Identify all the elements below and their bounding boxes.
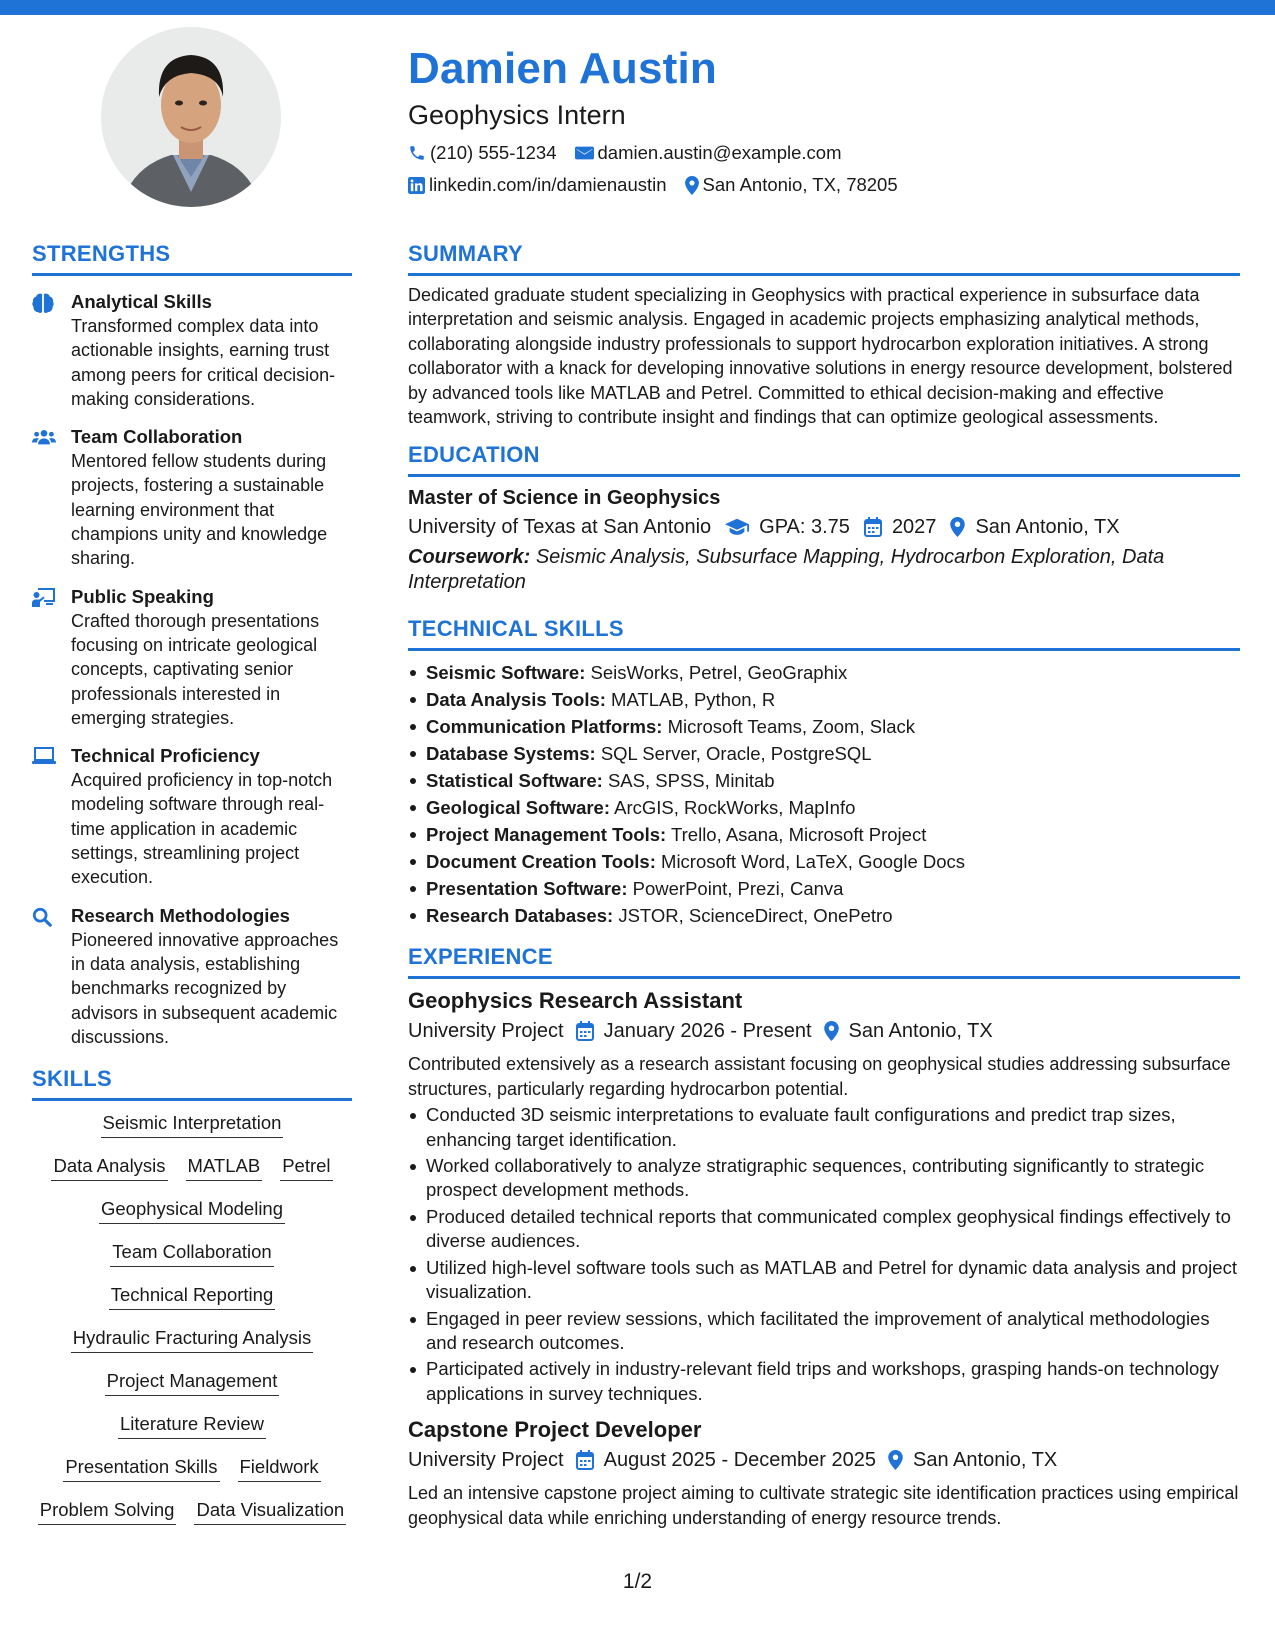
location-text: San Antonio, TX, 78205 — [702, 174, 898, 195]
list-item: Project Management Tools: Trello, Asana, Microsoft Project — [408, 821, 1240, 848]
linkedin-text: linkedin.com/in/damienaustin — [429, 174, 667, 195]
experience-heading: EXPERIENCE — [408, 943, 1240, 979]
strength-item — [32, 904, 352, 1049]
job-dates: August 2025 - December 2025 — [603, 1449, 877, 1472]
graduation-cap-icon — [725, 518, 749, 536]
strength-item — [32, 425, 352, 570]
strength-desc: Mentored fellow students during projects, fostering a sustainable learning environment that champions unity and knowledge sharing. — [71, 451, 328, 569]
job-meta — [408, 1017, 1240, 1045]
strength-title: Team Collaboration — [71, 426, 243, 448]
list-item: Database Systems: SQL Server, Oracle, PostgreSQL — [408, 740, 1240, 767]
map-pin-icon — [824, 1021, 839, 1041]
skills-heading: SKILLS — [32, 1065, 352, 1101]
calendar-icon — [864, 517, 882, 537]
education-degree: Master of Science in Geophysics — [408, 487, 721, 510]
skill-tag: Project Management — [105, 1369, 280, 1396]
skill-tag: Data Visualization — [194, 1498, 346, 1525]
strength-title: Public Speaking — [71, 585, 214, 607]
education-coursework — [408, 545, 1240, 595]
strength-title: Research Methodologies — [71, 904, 290, 926]
list-item: Produced detailed technical reports that communicated complex geophysical findings effectively to diverse audiences. — [408, 1205, 1240, 1254]
linkedin-contact[interactable] — [408, 173, 667, 197]
list-item: Worked collaboratively to analyze stratigraphic sequences, contributing significantly to strategic prospect development methods. — [408, 1154, 1240, 1203]
left-column — [32, 240, 352, 1525]
page-indicator: 1/2 — [622, 1570, 653, 1593]
calendar-icon — [576, 1450, 594, 1470]
strengths-heading: STRENGTHS — [32, 240, 352, 276]
job-org: University Project — [408, 1449, 564, 1472]
skill-tag: Data Analysis — [51, 1154, 167, 1181]
email-contact[interactable] — [575, 141, 842, 165]
list-item: Conducted 3D seismic interpretations to evaluate fault configurations and predict trap sizes, enhancing target identification. — [408, 1103, 1240, 1152]
education-location: San Antonio, TX — [975, 516, 1120, 539]
technical-skills-heading: TECHNICAL SKILLS — [408, 615, 1240, 651]
list-item: Seismic Software: SeisWorks, Petrel, GeoGraphix — [408, 659, 1240, 686]
strength-item — [32, 585, 352, 730]
map-pin-icon — [888, 1450, 903, 1470]
job-summary: Contributed extensively as a research assistant focusing on geophysical studies addressing subsurface structures, particularly regarding hydrocarbon potential. — [408, 1054, 1231, 1099]
education-year: 2027 — [891, 516, 937, 539]
education-gpa: GPA: 3.75 — [759, 516, 850, 539]
location-contact — [685, 173, 898, 197]
job-summary: Led an intensive capstone project aiming to cultivate strategic site identification practices using empirical geophysical data while enriching understanding of energy resource trends. — [408, 1483, 1239, 1528]
profile-photo — [101, 27, 281, 207]
users-icon — [32, 428, 56, 446]
map-pin-icon — [685, 176, 699, 195]
email-text: damien.austin@example.com — [597, 142, 842, 163]
strength-item — [32, 744, 352, 889]
job-org: University Project — [408, 1020, 564, 1043]
linkedin-icon — [408, 177, 425, 194]
list-item: Data Analysis Tools: MATLAB, Python, R — [408, 686, 1240, 713]
calendar-icon — [576, 1021, 594, 1041]
contact-row-2 — [408, 173, 1248, 197]
search-icon — [32, 907, 52, 927]
job-bullets — [408, 1103, 1240, 1406]
phone-text: (210) 555-1234 — [430, 142, 557, 163]
skill-tag: Hydraulic Fracturing Analysis — [71, 1326, 314, 1353]
envelope-icon — [575, 145, 594, 161]
skill-tag: Presentation Skills — [63, 1455, 219, 1482]
summary-text: Dedicated graduate student specializing in Geophysics with practical experience in subsurface data interpretation and seismic analysis. Engaged in academic projects emphasizing analytical methods, collaborating alongside industry professionals to support hydrocarbon exploration initiatives. A strong collaborator with a knack for developing innovative solutions in energy resource development, bolstered by advanced tools like MATLAB and Petrel. Committed to ethical decision-making and effective teamwork, striving to contribute insight and findings that can optimize geological assessments. — [408, 285, 1233, 428]
skill-tag: Fieldwork — [238, 1455, 321, 1482]
technical-skills-list — [408, 659, 1240, 929]
job-meta — [408, 1446, 1240, 1474]
skill-tag: Seismic Interpretation — [101, 1111, 284, 1138]
skill-tag: Petrel — [280, 1154, 332, 1181]
summary-heading: SUMMARY — [408, 240, 1240, 276]
candidate-title: Geophysics Intern — [408, 100, 626, 130]
right-column — [408, 240, 1240, 1530]
top-accent-bar — [0, 0, 1275, 15]
strength-desc: Crafted thorough presentations focusing on intricate geological concepts, captivating senior professionals interested in emerging strategies. — [71, 610, 320, 728]
skill-tag: Literature Review — [118, 1412, 266, 1439]
list-item: Statistical Software: SAS, SPSS, Minitab — [408, 767, 1240, 794]
education-heading: EDUCATION — [408, 441, 1240, 477]
job-title: Capstone Project Developer — [408, 1417, 702, 1443]
coursework-text: Seismic Analysis, Subsurface Mapping, Hydrocarbon Exploration, Data Interpretation — [408, 546, 1165, 594]
resume-header — [408, 40, 1248, 197]
skill-tag: Team Collaboration — [110, 1240, 273, 1267]
skill-tag: MATLAB — [186, 1154, 263, 1181]
job-location: San Antonio, TX — [848, 1020, 993, 1043]
list-item: Presentation Software: PowerPoint, Prezi, Canva — [408, 875, 1240, 902]
list-item: Research Databases: JSTOR, ScienceDirect, OnePetro — [408, 902, 1240, 929]
job-title: Geophysics Research Assistant — [408, 988, 743, 1014]
presentation-icon — [32, 588, 56, 608]
strength-item — [32, 290, 352, 411]
strength-title: Technical Proficiency — [71, 745, 260, 767]
strength-title: Analytical Skills — [71, 291, 212, 312]
skills-tag-list — [32, 1111, 352, 1525]
contact-row-1 — [408, 141, 1248, 165]
education-school: University of Texas at San Antonio — [408, 516, 712, 539]
strength-desc: Acquired proficiency in top-notch modeling software through real-time application in academic settings, streamlining project execution. — [71, 770, 333, 888]
skill-tag: Technical Reporting — [109, 1283, 275, 1310]
brain-icon — [32, 293, 54, 313]
job-location: San Antonio, TX — [913, 1449, 1058, 1472]
phone-icon — [408, 144, 426, 162]
skill-tag: Problem Solving — [38, 1498, 177, 1525]
laptop-icon — [32, 747, 56, 765]
strength-desc: Pioneered innovative approaches in data analysis, establishing benchmarks recognized by advisors in subsequent academic discussions. — [71, 929, 339, 1047]
strength-desc: Transformed complex data into actionable insights, earning trust among peers for critical decision-making considerations. — [71, 316, 336, 409]
job-dates: January 2026 - Present — [603, 1020, 812, 1043]
list-item: Geological Software: ArcGIS, RockWorks, MapInfo — [408, 794, 1240, 821]
list-item: Participated actively in industry-relevant field trips and workshops, grasping hands-on technology applications in survey techniques. — [408, 1357, 1240, 1406]
coursework-label: Coursework: — [408, 546, 531, 569]
list-item: Engaged in peer review sessions, which facilitated the improvement of analytical methodologies and research outcomes. — [408, 1307, 1240, 1356]
candidate-name: Damien Austin — [408, 44, 718, 93]
list-item: Utilized high-level software tools such as MATLAB and Petrel for dynamic data analysis and project visualization. — [408, 1256, 1240, 1305]
list-item: Document Creation Tools: Microsoft Word, LaTeX, Google Docs — [408, 848, 1240, 875]
list-item: Communication Platforms: Microsoft Teams, Zoom, Slack — [408, 713, 1240, 740]
phone-contact[interactable] — [408, 141, 557, 165]
map-pin-icon — [950, 517, 965, 537]
skill-tag: Geophysical Modeling — [99, 1197, 285, 1224]
education-meta — [408, 513, 1240, 541]
